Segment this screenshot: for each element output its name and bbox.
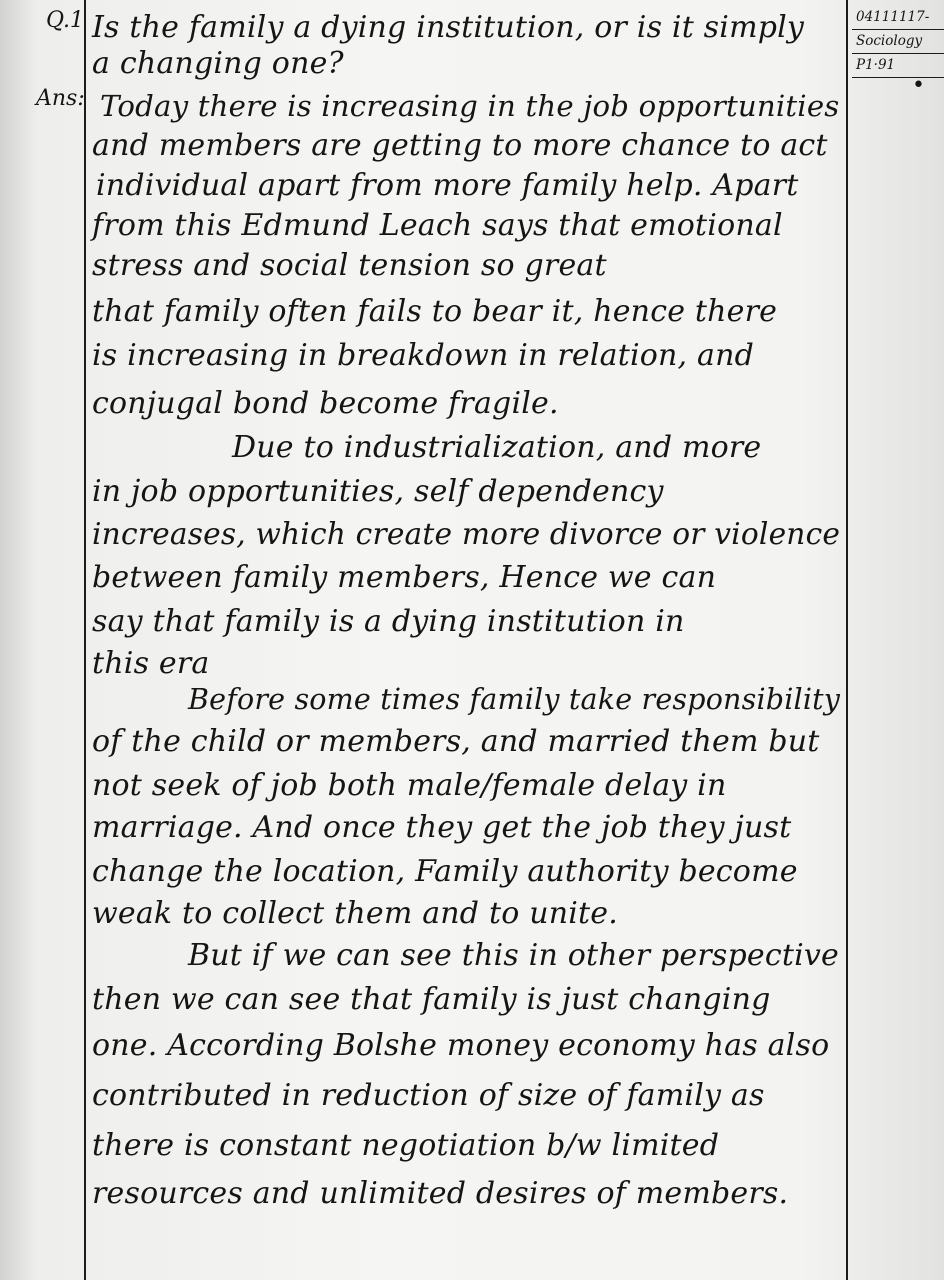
answer-line: individual apart from more family help. Apart <box>96 168 799 203</box>
left-margin-rule <box>84 0 86 1280</box>
margin-info-box <box>852 6 944 98</box>
right-margin-rule <box>846 0 848 1280</box>
answer-label: Ans: <box>36 86 85 111</box>
answer-line: conjugal bond become fragile. <box>92 386 559 421</box>
page-reference: P1·91 <box>852 54 944 78</box>
answer-line: this era <box>92 646 210 681</box>
answer-line: Is the family a dying institution, or is it simply <box>92 10 805 45</box>
answer-line: Before some times family take responsibility <box>188 683 841 716</box>
answer-line: is increasing in breakdown in relation, and <box>92 338 755 373</box>
answer-line: and members are getting to more chance to act <box>92 128 828 163</box>
answer-line: say that family is a dying institution in <box>92 604 685 639</box>
answer-line: Due to industrialization, and more <box>232 430 762 465</box>
answer-line: then we can see that family is just changing <box>92 982 771 1017</box>
answer-line: But if we can see this in other perspective <box>188 938 839 973</box>
ink-dot: • <box>912 73 925 98</box>
answer-line: one. According Bolshe money economy has also <box>92 1028 830 1063</box>
answer-line: weak to collect them and to unite. <box>92 896 618 931</box>
answer-line: increases, which create more divorce or violence <box>92 516 841 551</box>
answer-line: there is constant negotiation b/w limited <box>92 1128 720 1163</box>
roll-number: 04111117- <box>852 6 944 30</box>
answer-line: of the child or members, and married them but <box>92 724 820 759</box>
answer-line: stress and social tension so great <box>92 248 607 283</box>
question-number: Q.1 <box>46 8 84 33</box>
answer-line: from this Edmund Leach says that emotional <box>92 208 783 243</box>
answer-line: not seek of job both male/female delay in <box>92 768 727 803</box>
answer-line: contributed in reduction of size of family as <box>92 1078 765 1113</box>
answer-line: in job opportunities, self dependency <box>92 474 664 509</box>
subject-label: Sociology <box>852 30 944 54</box>
answer-line: that family often fails to bear it, hence there <box>92 294 778 329</box>
answer-line: between family members, Hence we can <box>92 560 717 595</box>
answer-line: resources and unlimited desires of members. <box>92 1176 789 1211</box>
answer-line: a changing one? <box>92 46 344 81</box>
answer-line: Today there is increasing in the job opportunities <box>100 89 840 123</box>
answer-line: change the location, Family authority become <box>92 854 798 889</box>
answer-line: marriage. And once they get the job they just <box>92 810 792 845</box>
